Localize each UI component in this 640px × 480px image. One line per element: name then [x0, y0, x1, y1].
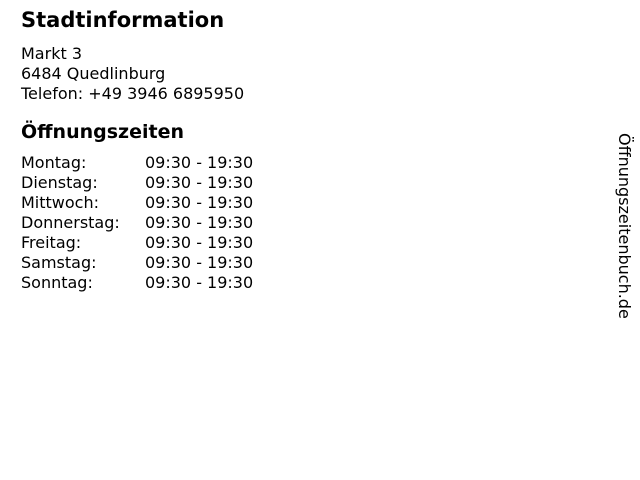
opening-hours-list [21, 153, 253, 293]
hours-time-value: 09:30 - 19:30 [145, 213, 254, 232]
hours-time-value: 09:30 - 19:30 [145, 233, 254, 252]
hours-day-label: Mittwoch: [21, 193, 99, 212]
address-phone: Telefon: +49 3946 6895950 [21, 84, 245, 103]
hours-row-dienstag [21, 173, 253, 193]
page-title: Stadtinformation [21, 8, 225, 32]
hours-time-value: 09:30 - 19:30 [145, 173, 254, 192]
hours-row-mittwoch [21, 193, 253, 213]
hours-day-label: Dienstag: [21, 173, 98, 192]
hours-row-samstag [21, 253, 253, 273]
hours-time-value: 09:30 - 19:30 [145, 273, 254, 292]
hours-row-donnerstag [21, 213, 253, 233]
hours-day-label: Samstag: [21, 253, 97, 272]
address-city: 6484 Quedlinburg [21, 64, 166, 83]
hours-time-value: 09:30 - 19:30 [145, 193, 254, 212]
hours-day-label: Montag: [21, 153, 87, 172]
hours-day-label: Sonntag: [21, 273, 93, 292]
hours-time-value: 09:30 - 19:30 [145, 153, 254, 172]
hours-time-value: 09:30 - 19:30 [145, 253, 254, 272]
hours-row-freitag [21, 233, 253, 253]
address-street: Markt 3 [21, 44, 82, 63]
oeffnungszeitenbuch-watermark: Öffnungszeitenbuch.de [615, 133, 634, 319]
hours-row-montag [21, 153, 253, 173]
address-block [21, 44, 244, 104]
hours-row-sonntag [21, 273, 253, 293]
hours-day-label: Donnerstag: [21, 213, 120, 232]
opening-hours-heading: Öffnungszeiten [21, 121, 184, 143]
hours-day-label: Freitag: [21, 233, 82, 252]
